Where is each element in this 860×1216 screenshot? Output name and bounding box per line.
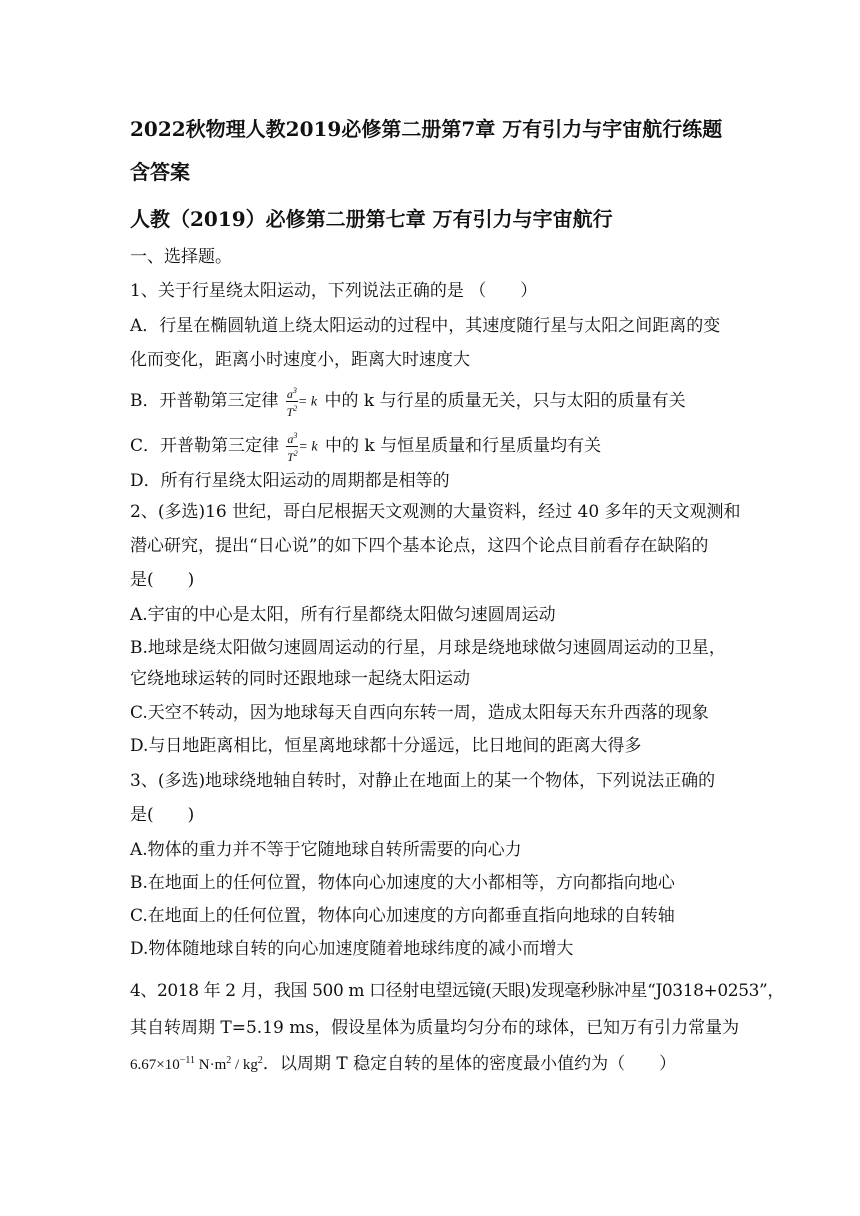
q1-option-c-suffix: 中的 k 与恒星质量和行星质量均有关 xyxy=(325,436,602,456)
q1-option-b xyxy=(130,384,686,419)
q2-option-d: D.与日地距离相比，恒星离地球都十分遥远，比日地间的距离大得多 xyxy=(130,736,642,756)
q1-option-b-prefix: B．开普勒第三定律 xyxy=(130,391,279,411)
q1-option-a-line2: 化而变化，距离小时速度小，距离大时速度大 xyxy=(130,350,470,370)
q2-stem-line3: 是( ) xyxy=(130,570,195,590)
q2-option-a: A.宇宙的中心是太阳，所有行星都绕太阳做匀速圆周运动 xyxy=(130,605,556,625)
q1-option-a-line1: A．行星在椭圆轨道上绕太阳运动的过程中，其速度随行星与太阳之间距离的变 xyxy=(130,316,721,336)
q2-stem-line2: 潜心研究，提出“日心说”的如下四个基本论点，这四个论点目前看存在缺陷的 xyxy=(130,536,709,556)
q2-option-b-line1: B.地球是绕太阳做匀速圆周运动的行星，月球是绕地球做匀速圆周运动的卫星， xyxy=(130,638,726,658)
q4-stem-line3-text: ．以周期 T 稳定自转的星体的密度最小值约为（ ） xyxy=(262,1054,677,1074)
q4-stem-line3 xyxy=(130,1049,676,1077)
q4-stem-line2: 其自转周期 T=5.19 ms，假设星体为质量均匀分布的球体，已知万有引力常量为 xyxy=(130,1018,740,1038)
q1-option-d: D．所有行星绕太阳运动的周期都是相等的 xyxy=(130,471,450,491)
q2-option-c: C.天空不转动，因为地球每天自西向东转一周，造成太阳每天东升西落的现象 xyxy=(130,703,709,723)
document-title-line2: 含答案 xyxy=(130,160,190,184)
q3-option-a: A.物体的重力并不等于它随地球自转所需要的向心力 xyxy=(130,840,522,860)
kepler-formula: $\frac{a^3}{T^2}$ = k xyxy=(287,431,318,464)
q3-option-c: C.在地面上的任何位置，物体向心加速度的方向都垂直指向地球的自转轴 xyxy=(130,906,675,926)
q4-stem-line1: 4、2018 年 2 月，我国 500 m 口径射电望远镜(天眼)发现毫秒脉冲星“J0318+0253”， xyxy=(130,981,784,1001)
document-title-line1: 2022秋物理人教2019必修第二册第7章 万有引力与宇宙航行练题 xyxy=(130,117,723,141)
gravitational-constant: $6.67\times 10^{-11}$ $N\cdot m^2 / kg^2$ xyxy=(130,1055,263,1073)
q3-option-d: D.物体随地球自转的向心加速度随着地球纬度的减小而增大 xyxy=(130,939,574,959)
q3-option-b: B.在地面上的任何位置，物体向心加速度的大小都相等，方向都指向地心 xyxy=(130,873,675,893)
q1-option-c-prefix: C．开普勒第三定律 xyxy=(130,436,280,456)
q1-option-c xyxy=(130,429,601,464)
q3-stem-line1: 3、(多选)地球绕地轴自转时，对静止在地面上的某一个物体，下列说法正确的 xyxy=(130,771,716,791)
kepler-formula: $\frac{a^3}{T^2}$ = k xyxy=(286,386,318,419)
q1-stem: 1、关于行星绕太阳运动，下列说法正确的是 （ ） xyxy=(130,281,538,301)
q2-option-b-line2: 它绕地球运转的同时还跟地球一起绕太阳运动 xyxy=(130,669,470,689)
q1-option-b-suffix: 中的 k 与行星的质量无关，只与太阳的质量有关 xyxy=(324,391,686,411)
section-heading: 一、选择题。 xyxy=(130,247,232,267)
document-subtitle: 人教（2019）必修第二册第七章 万有引力与宇宙航行 xyxy=(130,207,613,231)
q2-stem-line1: 2、(多选)16 世纪，哥白尼根据天文观测的大量资料，经过 40 多年的天文观测和 xyxy=(130,502,741,522)
q3-stem-line2: 是( ) xyxy=(130,805,195,825)
